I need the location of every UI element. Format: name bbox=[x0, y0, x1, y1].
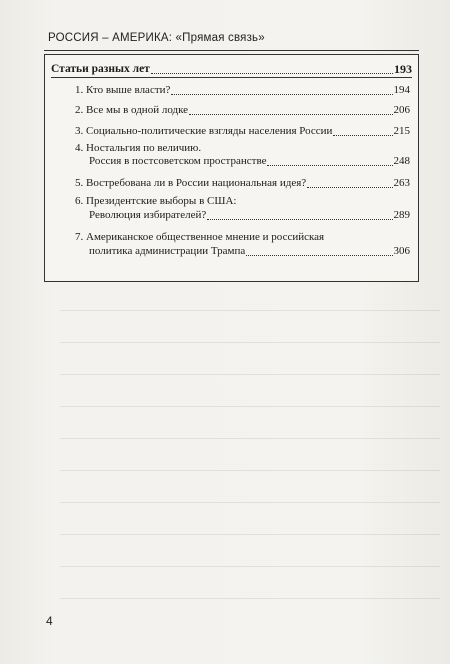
section-page: 193 bbox=[394, 62, 412, 76]
item-title: 1. Кто выше власти? bbox=[75, 84, 171, 96]
toc-item bbox=[89, 245, 410, 258]
item-title: Революция избирателей? bbox=[89, 209, 207, 221]
toc-item bbox=[89, 209, 410, 222]
dot-leader bbox=[189, 114, 392, 115]
dot-leader bbox=[151, 73, 393, 74]
page-number: 4 bbox=[46, 614, 53, 628]
section-rule bbox=[51, 77, 412, 78]
item-title: политика администрации Трампа bbox=[89, 245, 246, 257]
header-rule bbox=[44, 50, 419, 51]
dot-leader bbox=[333, 135, 392, 136]
item-page: 206 bbox=[393, 104, 410, 116]
running-header: РОССИЯ – АМЕРИКА: «Прямая связь» bbox=[48, 32, 265, 44]
item-page: 215 bbox=[393, 125, 410, 137]
item-page: 263 bbox=[393, 177, 410, 189]
item-title-line1: 4. Ностальгия по величию. bbox=[75, 142, 202, 154]
item-title: Россия в постсоветском пространстве bbox=[89, 155, 267, 167]
table-of-contents bbox=[44, 54, 419, 282]
item-page: 306 bbox=[393, 245, 410, 257]
item-title: 5. Востребована ли в России национальная идея? bbox=[75, 177, 307, 189]
dot-leader bbox=[267, 165, 392, 166]
toc-item bbox=[75, 177, 410, 190]
item-title-line1: 6. Президентские выборы в США: bbox=[75, 195, 237, 207]
dot-leader bbox=[307, 187, 392, 188]
item-page: 289 bbox=[393, 209, 410, 221]
dot-leader bbox=[246, 255, 392, 256]
section-title: Статьи разных лет bbox=[51, 63, 150, 75]
item-page: 194 bbox=[393, 84, 410, 96]
item-title: 2. Все мы в одной лодке bbox=[75, 104, 189, 116]
toc-item bbox=[75, 104, 410, 117]
item-title-line1: 7. Американское общественное мнение и российская bbox=[75, 231, 325, 243]
item-title: 3. Социально-политические взгляды населения России bbox=[75, 125, 333, 137]
toc-item bbox=[75, 125, 410, 138]
dot-leader bbox=[207, 219, 392, 220]
item-page: 248 bbox=[393, 155, 410, 167]
toc-item bbox=[89, 155, 410, 168]
toc-section bbox=[51, 63, 412, 76]
toc-item bbox=[75, 84, 410, 97]
dot-leader bbox=[171, 94, 392, 95]
